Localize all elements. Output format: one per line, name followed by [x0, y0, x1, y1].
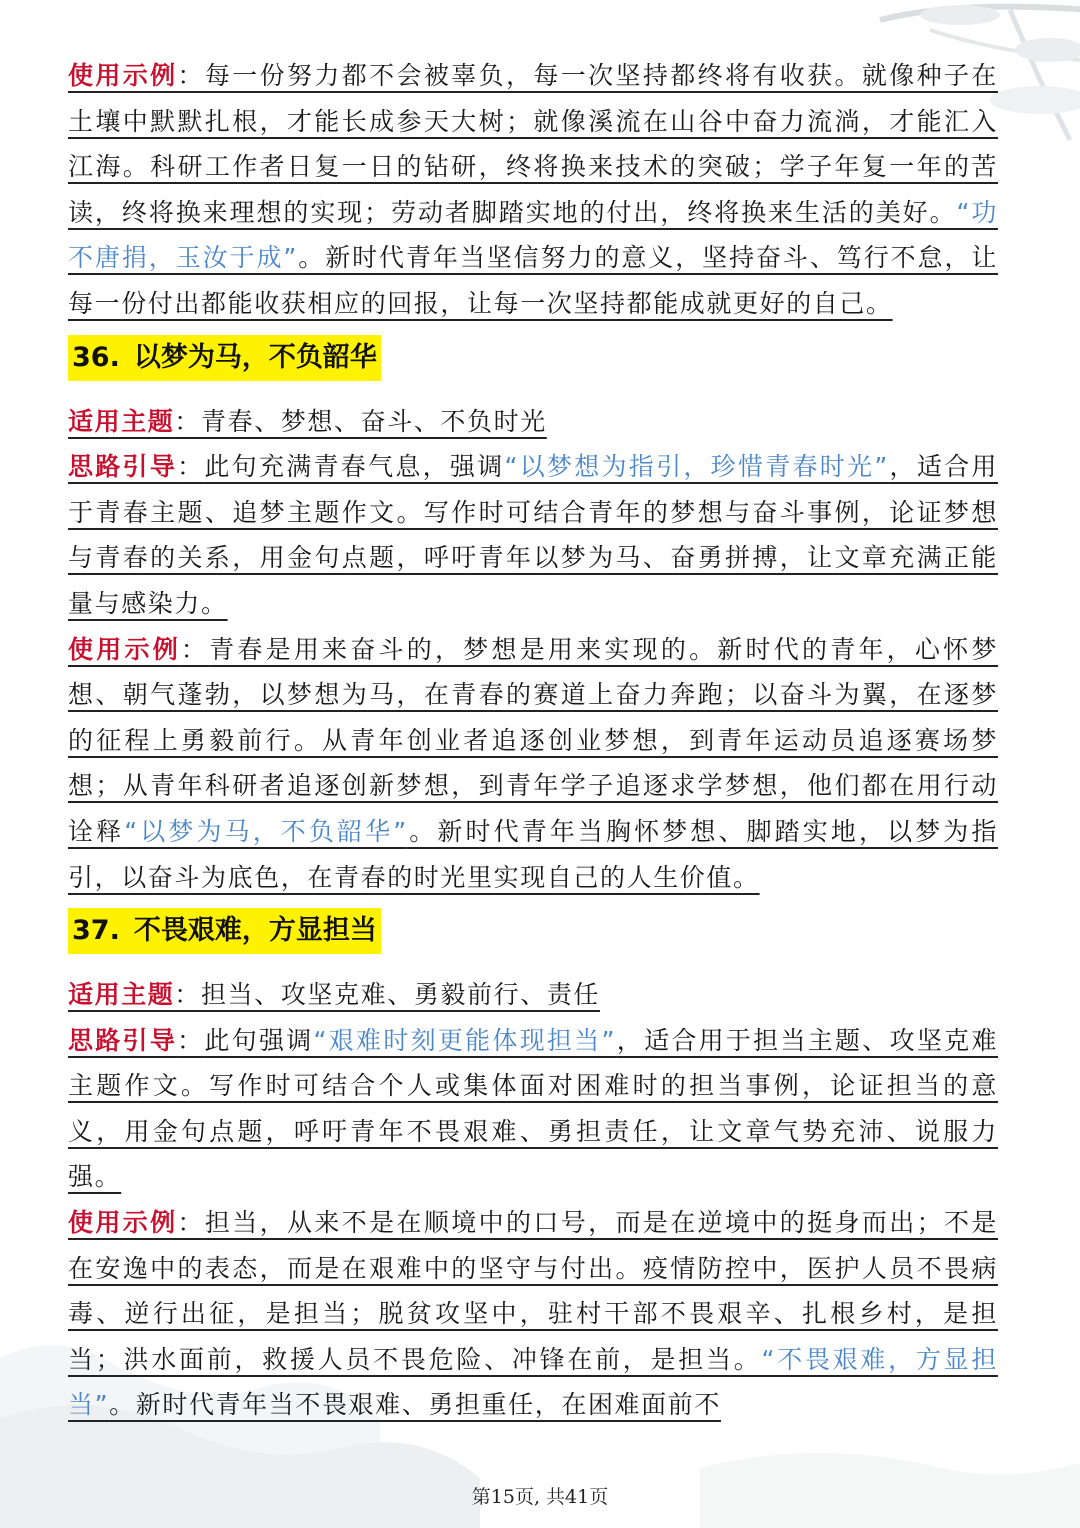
block0-usage-paragraph: [68, 53, 998, 327]
guide-label: 思路引导: [68, 452, 178, 482]
guide-text: ，适合用于青春主题、追梦主题作文。写作时可结合青年的梦想与奋斗事例，论证梦想与青春的关系，用金句点题，呼吁青年以梦为马、奋勇拼搏，让文章充满正能量与感染力。: [68, 452, 998, 618]
usage-text: 。新时代青年当不畏艰难、勇担重任，在困难面前不: [109, 1390, 721, 1420]
section-36-heading: [68, 335, 998, 389]
content-area: [68, 53, 998, 1428]
usage-paragraph: [68, 627, 998, 901]
usage-paragraph: [68, 1200, 998, 1428]
topic-text: 青春、梦想、奋斗、不负时光: [201, 406, 547, 436]
page-footer: 第15页, 共41页: [471, 1486, 609, 1508]
usage-text: 青春是用来奋斗的，梦想是用来实现的。新时代的青年，心怀梦想、朝气蓬勃，以梦想为马，在青春的赛道上奋力奔跑；以奋斗为翼，在逐梦的征程上勇毅前行。从青年创业者追逐创业梦想，到青年运动员追逐赛场梦想；从青年科研者追逐创新梦想，到青年学子追逐求学梦想，他们都在用行动诠释: [68, 634, 998, 846]
guide-paragraph: [68, 444, 998, 626]
guide-paragraph: [68, 1018, 998, 1200]
guide-label: 思路引导: [68, 1025, 178, 1055]
topic-paragraph: [68, 399, 998, 445]
quote-text: “以梦为马，不负韶华”: [124, 816, 408, 846]
colon: ：: [180, 634, 210, 664]
colon: ：: [177, 1025, 205, 1055]
quote-text: “不畏艰难，方显担当”: [68, 1344, 998, 1420]
section-title: 不畏艰难，方显担当: [133, 915, 377, 947]
usage-label: 使用示例: [68, 1208, 178, 1238]
usage-label: 使用示例: [68, 61, 178, 90]
highlighted-title: [68, 908, 381, 954]
section-title: 以梦为马，不负韶华: [133, 341, 377, 373]
colon: ：: [177, 61, 205, 90]
guide-text: 此句充满青春气息，强调: [204, 452, 505, 482]
topic-text: 担当、攻坚克难、勇毅前行、责任: [201, 980, 601, 1010]
colon: ：: [174, 980, 202, 1010]
usage-text: 每一份努力都不会被辜负，每一次坚持都终将有收获。就像种子在土壤中默默扎根，才能长成参天大树；就像溪流在山谷中奋力流淌，才能汇入江海。科研工作者日复一日的钻研，终将换来技术的突破；学子年复一年的苦读，终将换来理想的实现；劳动者脚踏实地的付出，终将换来生活的美好。: [68, 61, 999, 227]
section-number: 37.: [72, 915, 120, 947]
colon: ：: [174, 406, 202, 436]
quote-text: “以梦想为指引，珍惜青春时光”: [504, 452, 889, 482]
quote-text: “艰难时刻更能体现担当”: [313, 1025, 617, 1055]
topic-label: 适用主题: [68, 980, 175, 1010]
section-number: 36.: [72, 341, 120, 373]
topic-paragraph: [68, 972, 998, 1018]
usage-label: 使用示例: [68, 634, 181, 664]
colon: ：: [177, 452, 205, 482]
guide-text: ，适合用于担当主题、攻坚克难主题作文。写作时可结合个人或集体面对困难时的担当事例，论证担当的意义，用金句点题，呼吁青年不畏艰难、勇担责任，让文章气势充沛、说服力强。: [68, 1025, 999, 1192]
usage-text: 。新时代青年当坚信努力的意义，坚持奋斗、笃行不怠，让每一份付出都能收获相应的回报，让每一次坚持都能成就更好的自己。: [68, 243, 998, 318]
section-37-heading: [68, 908, 998, 962]
colon: ：: [177, 1208, 205, 1238]
usage-text: 。新时代青年当胸怀梦想、脚踏实地，以梦为指引，以奋斗为底色，在青春的时光里实现自己的人生价值。: [68, 816, 998, 892]
guide-text: 此句强调: [204, 1025, 314, 1055]
quote-text: “功不唐捐，玉汝于成”: [68, 197, 998, 273]
highlighted-title: [68, 335, 381, 381]
usage-text: 担当，从来不是在顺境中的口号，而是在逆境中的挺身而出；不是在安逸中的表态，而是在艰难中的坚守与付出。疫情防控中，医护人员不畏病毒、逆行出征，是担当；脱贫攻坚中，驻村干部不畏艰辛、扎根乡村，是担当；洪水面前，救援人员不畏危险、冲锋在前，是担当。: [68, 1208, 999, 1374]
topic-label: 适用主题: [68, 406, 175, 436]
